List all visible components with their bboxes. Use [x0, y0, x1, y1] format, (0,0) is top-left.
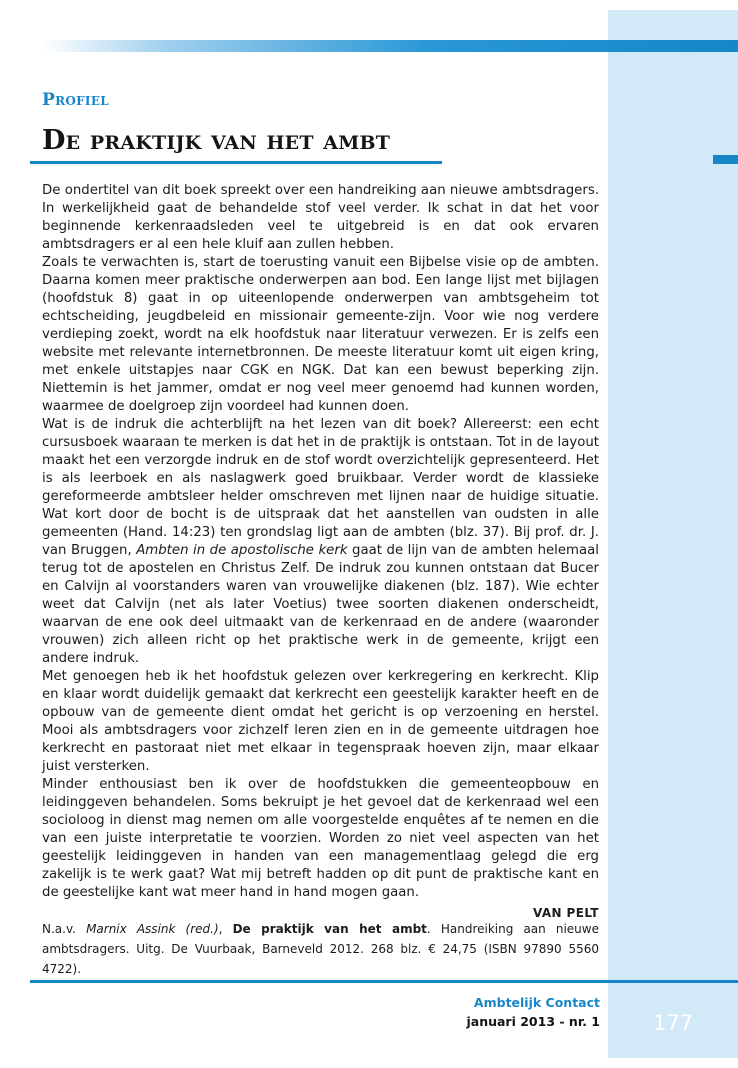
- section-label: Profiel: [42, 90, 110, 110]
- header-gradient-bar: [42, 40, 738, 52]
- citation-separator: ,: [218, 922, 233, 936]
- citation-editors: Marnix Assink (red.): [86, 922, 219, 936]
- page-number: 177: [652, 1011, 694, 1035]
- book-reference: Ambten in de apostolische kerk: [136, 543, 348, 558]
- paragraph-text: gaat de lijn van de ambten helemaal terug tot de apostelen en Christus Zelf. De indruk zou kunnen ontstaan dat Bucer en Calvijn al voorstanders waren van vrouwelijke diakenen (blz. 187). Wie echter weet dat Calvijn (net als later Voetius) twee soorten diakenen onderscheidt, waarvan de ene ook deel uitmaakt van de kerkenraad en de andere (waaronder vrouwen) zich alleen richt op het praktische werk in de gemeente, krijgt een andere indruk.: [42, 543, 599, 666]
- paragraph: De ondertitel van dit boek spreekt over een handreiking aan nieuwe ambtsdragers. In werkelijkheid gaat de behandelde stof veel verder. Ik schat in dat het voor beginnende kerkenraadsleden veel te uitgebreid is en dat ook ervaren ambtsdragers er al een hele kluif aan zullen hebben.: [42, 183, 599, 252]
- sidebar-tab-marker: [713, 155, 738, 164]
- footer-rule: [30, 980, 738, 983]
- article-body: [42, 182, 599, 922]
- citation-text: [42, 919, 599, 979]
- paragraph-text: Wat is de indruk die achterblijft na het lezen van dit boek? Allereerst: een echt cursusboek waaraan te merken is dat het in de praktijk is ontstaan. Tot in de layout maakt het een verzorgde indruk en de stof wordt overzichtelijk gepresenteerd. Het is als leerboek en als naslagwerk goed bruikbaar. Verder wordt de klassieke gereformeerde ambtsleer helder omschreven met lijnen naar de huidige situatie. Wat kort door de bocht is de uitspraak dat het aanstellen van oudsten in alle gemeenten (Hand. 14:23) ten grondslag ligt aan de ambten (blz. 37). Bij prof. dr. J. van Bruggen,: [42, 417, 599, 558]
- sidebar-band: [608, 10, 738, 1058]
- book-citation: [42, 919, 599, 979]
- paragraph: Met genoegen heb ik het hoofdstuk gelezen over kerkregering en kerkrecht. Klip en klaar wordt duidelijk gemaakt dat kerkrecht een geestelijk karakter heeft en de opbouw van de gemeente dient omdat het gericht is op verzoening en herstel. Mooi als ambtsdragers voor zichzelf leren zien en in de gemeente uitdragen hoe kerkrecht en pastoraat niet met elkaar in tegenspraak hoeven zijn, maar elkaar juist versterken.: [42, 669, 599, 774]
- page-title: De praktijk van het ambt: [42, 125, 391, 156]
- citation-details: . Handreiking aan nieuwe ambtsdragers. Uitg. De Vuurbaak, Barneveld 2012. 268 blz. € 24,75 (ISBN 97890 5560 4722).: [42, 922, 599, 976]
- paragraph: [42, 416, 599, 668]
- citation-title: De praktijk van het ambt: [232, 922, 427, 936]
- paragraph: Minder enthousiast ben ik over de hoofdstukken die gemeenteopbouw en leidinggeven behandelen. Soms bekruipt je het gevoel dat de kerkenraad wel een socioloog in dienst mag nemen om alle voorgestelde enquêtes af te nemen en die van een juiste interpretatie te voorzien. Worden zo niet veel aspecten van het geestelijk leidinggeven in handen van een managementlaag gelegd die erg zakelijk is te werk gaat? Wat mij betreft hadden op dit punt de praktische kant en de geestelijke kant wat meer hand in hand mogen gaan.: [42, 777, 599, 900]
- title-underline: [30, 161, 442, 164]
- paragraph: Zoals te verwachten is, start de toerusting vanuit een Bijbelse visie op de ambten. Daarna komen meer praktische onderwerpen aan bod. Een lange lijst met bijlagen (hoofdstuk 8) gaat in op uiteenlopende onderwerpen van ambtsgeheim tot echtscheiding, jeugdbeleid en missionair gemeente-zijn. Voor wie nog verdere verdieping zoekt, wordt na elk hoofdstuk naar literatuur verwezen. Er is zelfs een website met relevante internetbronnen. De meeste literatuur komt uit eigen kring, met enkele uitstapjes naar CGK en NGK. Dat kan een bewust beperking zijn. Niettemin is het jammer, omdat er nog veel meer genoemd had kunnen worden, waarmee de doelgroep zijn voordeel had kunnen doen.: [42, 255, 599, 414]
- issue-info: januari 2013 - nr. 1: [466, 1014, 600, 1029]
- journal-name: Ambtelijk Contact: [473, 995, 600, 1010]
- citation-prefix: N.a.v.: [42, 922, 87, 936]
- author-signature: VAN PELT: [532, 906, 599, 920]
